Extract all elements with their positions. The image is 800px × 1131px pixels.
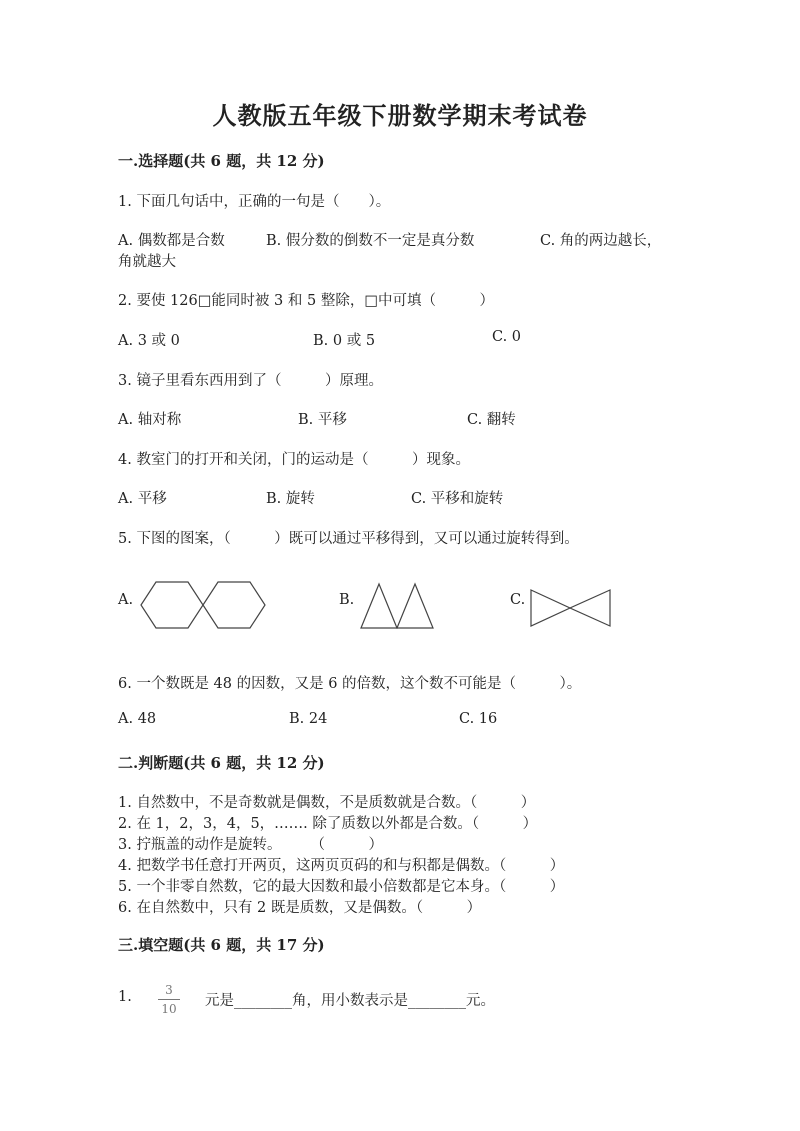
section-heading-fill: 三.填空题(共 6 题，共 17 分) xyxy=(118,936,325,954)
option-a: A. 3 或 0 xyxy=(118,333,180,349)
option-c: C. 0 xyxy=(492,329,522,345)
judge-item: 6. 在自然数中，只有 2 既是质数，又是偶数。（ ） xyxy=(118,900,482,916)
option-a: A. 轴对称 xyxy=(118,412,182,428)
question-stem: 6. 一个数既是 48 的因数，又是 6 的倍数，这个数不可能是（ ）。 xyxy=(118,676,582,692)
fraction-bar xyxy=(158,999,180,1000)
option-a-label: A. xyxy=(118,592,134,608)
fraction-numerator: 3 xyxy=(165,983,173,997)
option-b: B. 平移 xyxy=(298,412,347,428)
option-a: A. 平移 xyxy=(118,491,167,507)
bowtie-figure xyxy=(530,589,612,629)
judge-item: 3. 拧瓶盖的动作是旋转。 （ ） xyxy=(118,837,383,853)
page-title: 人教版五年级下册数学期末考试卷 xyxy=(212,101,588,130)
option-b-label: B. xyxy=(339,592,355,608)
judge-item: 5. 一个非零自然数，它的最大因数和最小倍数都是它本身。（ ） xyxy=(118,879,565,895)
option-c: C. 16 xyxy=(459,711,498,727)
section-heading-choice: 一.选择题(共 6 题，共 12 分) xyxy=(118,152,325,170)
judge-item: 1. 自然数中，不是奇数就是偶数，不是质数就是合数。（ ） xyxy=(118,795,536,811)
option-b: B. 假分数的倒数不一定是真分数 xyxy=(266,233,475,249)
question-stem: 元是________角，用小数表示是________元。 xyxy=(205,993,495,1009)
option-c: C. 翻转 xyxy=(467,412,516,428)
question-number: 1. xyxy=(118,989,132,1005)
question-stem: 5. 下图的图案，（ ）既可以通过平移得到，又可以通过旋转得到。 xyxy=(118,531,579,547)
section-heading-judge: 二.判断题(共 6 题，共 12 分) xyxy=(118,754,325,772)
judge-item: 4. 把数学书任意打开两页，这两页页码的和与积都是偶数。（ ） xyxy=(118,858,565,874)
question-stem: 2. 要使 126□能同时被 3 和 5 整除，□中可填（ ） xyxy=(118,293,495,309)
option-c-label: C. xyxy=(510,592,526,608)
two-triangles-figure xyxy=(360,583,438,629)
question-stem: 4. 教室门的打开和关闭，门的运动是（ ）现象。 xyxy=(118,452,470,468)
option-c: C. 平移和旋转 xyxy=(411,491,504,507)
two-hexagons-figure xyxy=(140,581,268,629)
option-a: A. 偶数都是合数 xyxy=(118,233,225,249)
fraction xyxy=(158,982,180,1017)
option-b: B. 旋转 xyxy=(266,491,315,507)
option-c-continued: 角就越大 xyxy=(118,254,176,270)
fraction-denominator: 10 xyxy=(161,1002,177,1016)
question-stem: 3. 镜子里看东西用到了（ ）原理。 xyxy=(118,373,383,389)
option-b: B. 0 或 5 xyxy=(313,333,376,349)
option-b: B. 24 xyxy=(289,711,328,727)
option-a: A. 48 xyxy=(118,711,157,727)
option-c: C. 角的两边越长， xyxy=(540,233,662,249)
question-stem: 1. 下面几句话中，正确的一句是（ ）。 xyxy=(118,194,391,210)
judge-item: 2. 在 1，2，3，4，5，……. 除了质数以外都是合数。（ ） xyxy=(118,816,538,832)
